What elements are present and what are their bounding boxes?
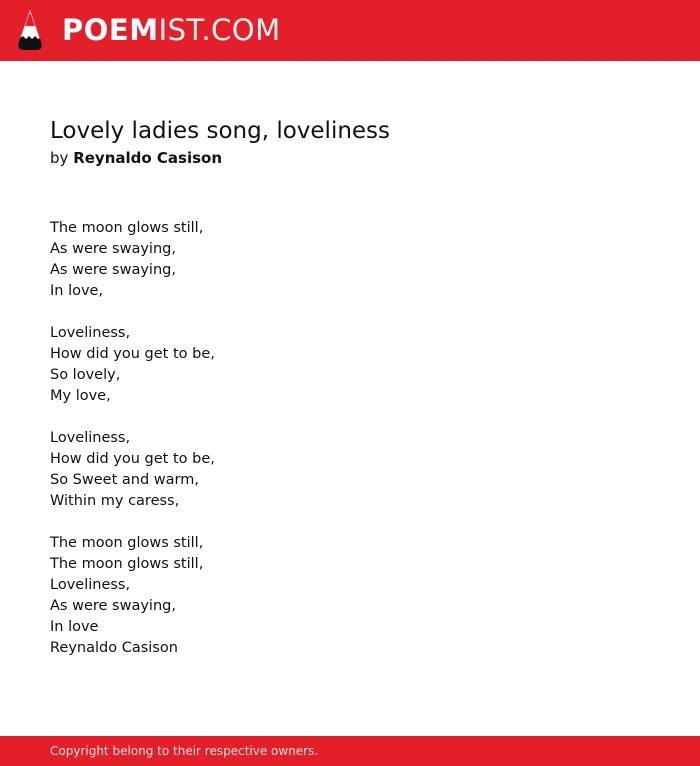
poem-line: As were swaying, xyxy=(50,262,176,278)
poem-body xyxy=(50,218,650,659)
poem-line: The moon glows still, xyxy=(50,220,204,236)
by-label: by xyxy=(50,149,69,167)
poem-line: Loveliness, xyxy=(50,325,131,341)
poem-line: The moon glows still, xyxy=(50,556,204,572)
site-header xyxy=(0,0,700,61)
poem-line: Loveliness, xyxy=(50,430,131,446)
logo-bold-text: POEM xyxy=(62,13,159,47)
poem-stanza xyxy=(50,428,650,512)
poem-stanza xyxy=(50,323,650,407)
poem-line: In love xyxy=(50,619,99,635)
poem-title: Lovely ladies song, loveliness xyxy=(50,118,391,144)
poem-line: So lovely, xyxy=(50,367,121,383)
poem-line: Within my caress, xyxy=(50,493,180,509)
poem-stanza xyxy=(50,218,650,302)
copyright-text: Copyright belong to their respective owners. xyxy=(50,744,319,758)
poem-line: How did you get to be, xyxy=(50,451,215,467)
poem-stanza xyxy=(50,533,650,659)
site-logo-text xyxy=(62,9,281,51)
poem-content xyxy=(50,117,650,680)
poem-line: My love, xyxy=(50,388,111,404)
poem-line: In love, xyxy=(50,283,104,299)
poem-line: So Sweet and warm, xyxy=(50,472,199,488)
poem-line: Loveliness, xyxy=(50,577,131,593)
poem-line: As were swaying, xyxy=(50,598,176,614)
poem-line: Reynaldo Casison xyxy=(50,640,178,656)
author-name: Reynaldo Casison xyxy=(73,149,223,167)
poem-line: As were swaying, xyxy=(50,241,176,257)
poem-byline xyxy=(50,147,650,169)
site-footer xyxy=(0,736,700,766)
pen-nib-icon xyxy=(17,9,43,51)
poem-line: How did you get to be, xyxy=(50,346,215,362)
logo-light-text: IST.COM xyxy=(158,13,281,47)
site-logo-link[interactable] xyxy=(17,9,281,51)
poem-line: The moon glows still, xyxy=(50,535,204,551)
